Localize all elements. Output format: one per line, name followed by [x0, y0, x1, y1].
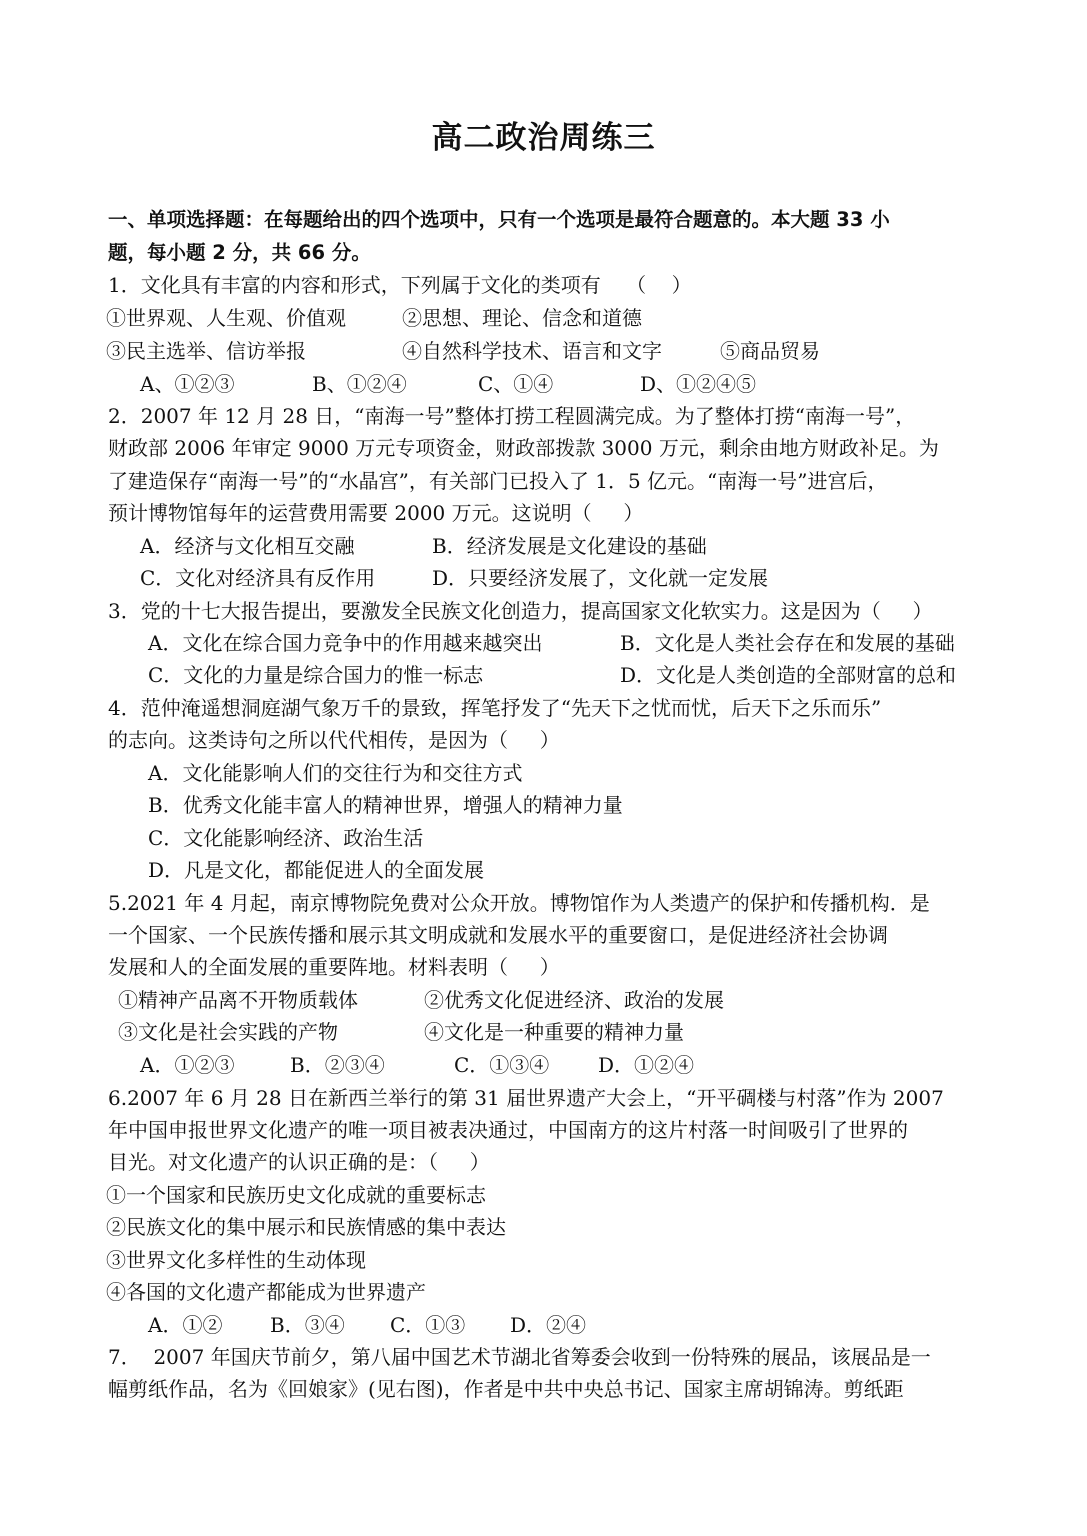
q5-item-3: ③文化是社会实践的产物: [118, 1020, 338, 1044]
q6-option-b: B．③④: [270, 1313, 345, 1337]
q2-option-c: C．文化对经济具有反作用: [140, 566, 376, 590]
q6-item-3: ③世界文化多样性的生动体现: [106, 1248, 366, 1272]
q1-option-d: D、①②④⑤: [640, 372, 757, 396]
section-heading-line-1: 一、单项选择题：在每题给出的四个选项中，只有一个选项是最符合题意的。本大题 33 小: [108, 208, 890, 231]
q6-option-d: D．②④: [510, 1313, 587, 1337]
page-title: 高二政治周练三: [431, 120, 656, 156]
q5-stem-line-2: 一个国家、一个民族传播和展示其文明成就和发展水平的重要窗口，是促进经济社会协调: [108, 923, 888, 947]
q5-option-d: D．①②④: [598, 1053, 695, 1077]
q1-item-5: ⑤商品贸易: [720, 339, 820, 363]
q1-option-a: A、①②③: [140, 372, 235, 396]
q6-stem-line-1: 6.2007 年 6 月 28 日在新西兰举行的第 31 届世界遗产大会上，“开平碉楼与村落”作为 2007: [108, 1086, 944, 1110]
q3-stem: 3．党的十七大报告提出，要激发全民族文化创造力，提高国家文化软实力。这是因为（ ）: [108, 599, 933, 623]
q6-option-c: C．①③: [390, 1313, 466, 1337]
q2-option-b: B．经济发展是文化建设的基础: [432, 534, 707, 558]
q5-option-c: C．①③④: [454, 1053, 550, 1077]
q6-item-2: ②民族文化的集中展示和民族情感的集中表达: [106, 1215, 506, 1239]
q3-option-c: C．文化的力量是综合国力的惟一标志: [148, 663, 484, 687]
q3-option-a: A．文化在综合国力竞争中的作用越来越突出: [148, 631, 543, 655]
q2-stem-line-3: 了建造保存“南海一号”的“水晶宫”，有关部门已投入了 1．5 亿元。“南海一号”进宫后，: [108, 469, 888, 493]
q3-option-d: D．文化是人类创造的全部财富的总和: [620, 663, 957, 687]
q5-item-4: ④文化是一种重要的精神力量: [424, 1020, 684, 1044]
q3-option-b: B．文化是人类社会存在和发展的基础: [620, 631, 955, 655]
q1-item-3: ③民主选举、信访举报: [106, 339, 306, 363]
q1-item-4: ④自然科学技术、语言和文字: [402, 339, 662, 363]
q1-option-c: C、①④: [478, 372, 554, 396]
q5-option-a: A．①②③: [140, 1053, 235, 1077]
q6-stem-line-2: 年中国申报世界文化遗产的唯一项目被表决通过，中国南方的这片村落一时间吸引了世界的: [108, 1118, 908, 1142]
q7-stem-line-1: 7． 2007 年国庆节前夕，第八届中国艺术节湖北省筹委会收到一份特殊的展品，该展品是一: [108, 1345, 931, 1369]
q4-option-d: D．凡是文化，都能促进人的全面发展: [148, 858, 485, 882]
q1-item-1: ①世界观、人生观、价值观: [106, 306, 346, 330]
q4-option-c: C．文化能影响经济、政治生活: [148, 826, 424, 850]
q2-stem-line-4: 预计博物馆每年的运营费用需要 2000 万元。这说明（ ）: [108, 501, 644, 525]
q7-stem-line-2: 幅剪纸作品，名为《回娘家》(见右图)，作者是中共中央总书记、国家主席胡锦涛。剪纸距: [108, 1377, 904, 1401]
q1-option-b: B、①②④: [312, 372, 407, 396]
q1-stem: 1．文化具有丰富的内容和形式，下列属于文化的类项有 （ ）: [108, 273, 692, 297]
q6-option-a: A．①②: [148, 1313, 223, 1337]
q4-option-a: A．文化能影响人们的交往行为和交往方式: [148, 761, 523, 785]
q6-item-4: ④各国的文化遗产都能成为世界遗产: [106, 1280, 426, 1304]
q5-item-2: ②优秀文化促进经济、政治的发展: [424, 988, 724, 1012]
q1-item-2: ②思想、理论、信念和道德: [402, 306, 642, 330]
section-heading-line-2: 题，每小题 2 分，共 66 分。: [108, 241, 371, 264]
q4-stem-line-2: 的志向。这类诗句之所以代代相传，是因为（ ）: [108, 728, 560, 752]
q2-stem-line-1: 2．2007 年 12 月 28 日，“南海一号”整体打捞工程圆满完成。为了整体打捞“南海一号”，: [108, 404, 916, 428]
q5-stem-line-3: 发展和人的全面发展的重要阵地。材料表明（ ）: [108, 955, 560, 979]
q6-stem-line-3: 目光。对文化遗产的认识正确的是：（ ）: [108, 1150, 490, 1174]
q6-item-1: ①一个国家和民族历史文化成就的重要标志: [106, 1183, 486, 1207]
q2-stem-line-2: 财政部 2006 年审定 9000 万元专项资金，财政部拨款 3000 万元，剩余由地方财政补足。为: [108, 436, 939, 460]
q5-option-b: B．②③④: [290, 1053, 385, 1077]
q4-stem-line-1: 4．范仲淹遥想洞庭湖气象万千的景致，挥笔抒发了“先天下之忧而忧，后天下之乐而乐”: [108, 696, 882, 720]
q2-option-d: D．只要经济发展了，文化就一定发展: [432, 566, 769, 590]
q2-option-a: A．经济与文化相互交融: [140, 534, 355, 558]
q5-stem-line-1: 5.2021 年 4 月起，南京博物院免费对公众开放。博物馆作为人类遗产的保护和传播机构．是: [108, 891, 930, 915]
q4-option-b: B．优秀文化能丰富人的精神世界，增强人的精神力量: [148, 793, 623, 817]
q5-item-1: ①精神产品离不开物质载体: [118, 988, 358, 1012]
